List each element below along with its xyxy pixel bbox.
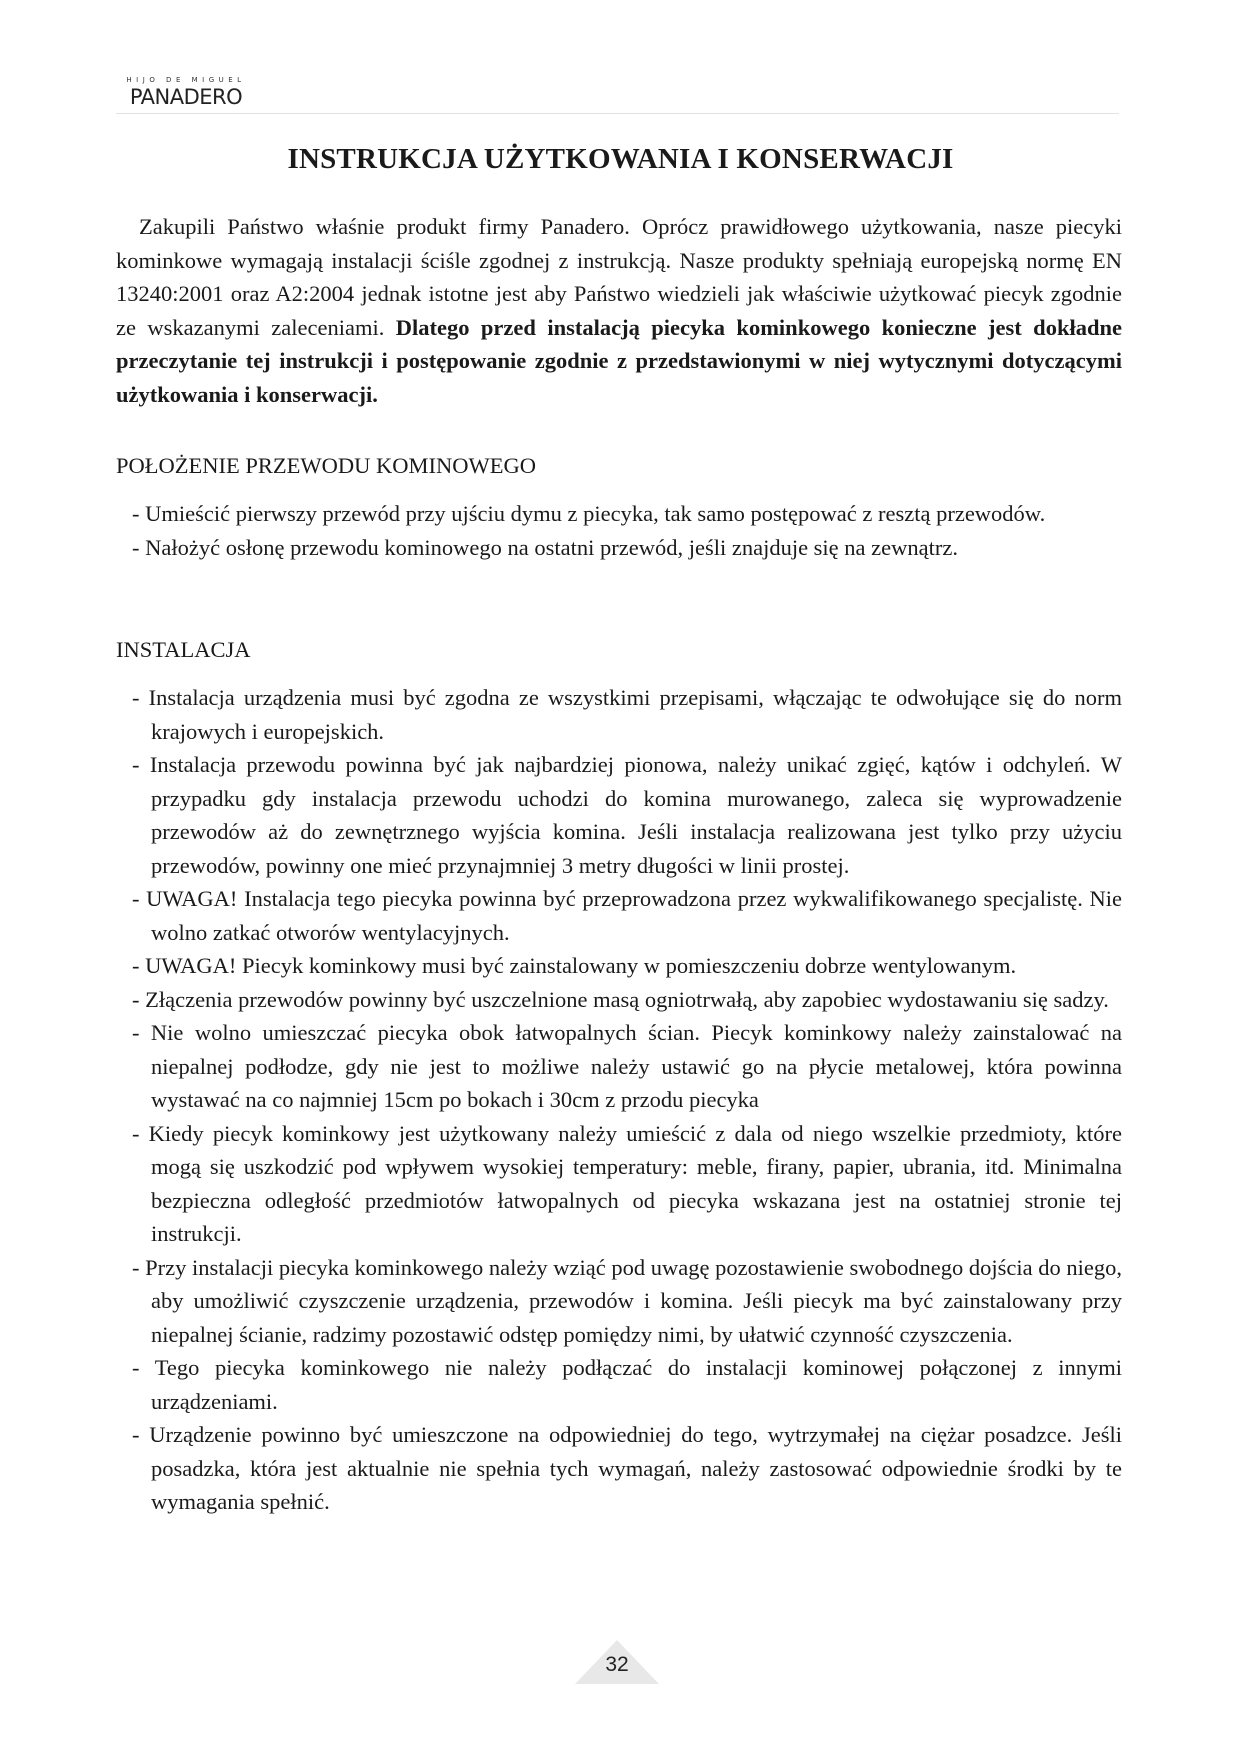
list-item: - Złączenia przewodów powinny być uszczelnione masą ogniotrwałą, aby zapobiec wydostawaniu się sadzy. [132, 986, 1109, 1012]
chimney-position-list [132, 497, 1122, 564]
list-item: - UWAGA! Instalacja tego piecyka powinna być przeprowadzona przez wykwalifikowanego specjalistę. Nie wolno zatkać otworów wentylacyjnych. [132, 886, 1122, 945]
page-number: 32 [605, 1653, 629, 1676]
list-item: - Nie wolno umieszczać piecyka obok łatwopalnych ścian. Piecyk kominkowy należy zainstalować na niepalnej podłodze, gdy nie jest to możliwe należy ustawić go na płycie metalowej, która powinna wystawać na co najmniej 15cm po bokach i 30cm z przodu piecyka [132, 1020, 1122, 1112]
list-item: - Umieścić pierwszy przewód przy ujściu dymu z piecyka, tak samo postępować z resztą przewodów. [132, 501, 1046, 526]
brand-logo-subtitle: HIJO DE MIGUEL [126, 76, 246, 84]
list-item: - Instalacja urządzenia musi być zgodna ze wszystkimi przepisami, włączając te odwołujące się do norm krajowych i europejskich. [132, 685, 1122, 744]
section-title-chimney-position: POŁOŻENIE PRZEWODU KOMINOWEGO [116, 453, 536, 478]
intro-text: Zakupili Państwo właśnie produkt firmy Panadero. Oprócz prawidłowego użytkowania, nasze piecyki kominkowe wymagają instalacji ściśle zgodnej z instrukcją. Nasze produkty spełniają europejską normę EN 13240:2001 oraz A2:2004 jednak istotne jest aby Państwo wiedzieli jak właściwie użytkować piecyk zgodnie ze wskazanymi zaleceniami. [116, 214, 1122, 340]
list-item: - UWAGA! Piecyk kominkowy musi być zainstalowany w pomieszczeniu dobrze wentylowanym. [132, 953, 1017, 978]
header-divider [116, 113, 1119, 114]
intro-paragraph [116, 210, 1122, 411]
intro-bold-text: Dlatego przed instalacją piecyka kominkowego konieczne jest dokładne przeczytanie tej instrukcji i postępowanie zgodnie z przedstawionymi w niej wytycznymi dotyczącymi użytkowania i konserwacji. [116, 314, 1122, 407]
brand-logo-name: PANADERO [129, 85, 243, 109]
brand-logo [116, 76, 256, 109]
section-title-installation: INSTALACJA [116, 637, 251, 662]
list-item: - Instalacja przewodu powinna być jak najbardziej pionowa, należy unikać zgięć, kątów i odchyleń. W przypadku gdy instalacja przewodu uchodzi do komina murowanego, zaleca się wyprowadzenie przewodów aż do zewnętrznego wyjścia komina. Jeśli instalacja realizowana jest tylko przy użyciu przewodów, powinny one mieć przynajmniej 3 metry długości w linii prostej. [132, 752, 1122, 878]
list-item: - Nałożyć osłonę przewodu kominowego na ostatni przewód, jeśli znajduje się na zewnątrz. [132, 534, 958, 560]
list-item: - Tego piecyka kominkowego nie należy podłączać do instalacji kominowej połączonej z innymi urządzeniami. [132, 1355, 1122, 1414]
list-item: - Przy instalacji piecyka kominkowego należy wziąć pod uwagę pozostawienie swobodnego dojścia do niego, aby umożliwić czyszczenie urządzenia, przewodów i komina. Jeśli piecyk ma być zainstalowany przy niepalnej ścianie, radzimy pozostawić odstęp pomiędzy nimi, by ułatwić czynność czyszczenia. [132, 1254, 1122, 1347]
list-item: - Urządzenie powinno być umieszczone na odpowiedniej do tego, wytrzymałej na ciężar posadzce. Jeśli posadzka, która jest aktualnie nie spełnia tych wymagań, należy zastosować odpowiednie środki by te wymagania spełnić. [132, 1422, 1122, 1514]
installation-list [132, 681, 1122, 1519]
page-title: INSTRUKCJA UŻYTKOWANIA I KONSERWACJI [287, 143, 954, 175]
list-item: - Kiedy piecyk kominkowy jest użytkowany należy umieścić z dala od niego wszelkie przedmioty, które mogą się uszkodzić pod wpływem wysokiej temperatury: meble, firany, papier, ubrania, itd. Minimalna bezpieczna odległość przedmiotów łatwopalnych od piecyka wskazana jest na ostatniej stronie tej instrukcji. [132, 1120, 1122, 1246]
page-number-badge [575, 1640, 659, 1684]
